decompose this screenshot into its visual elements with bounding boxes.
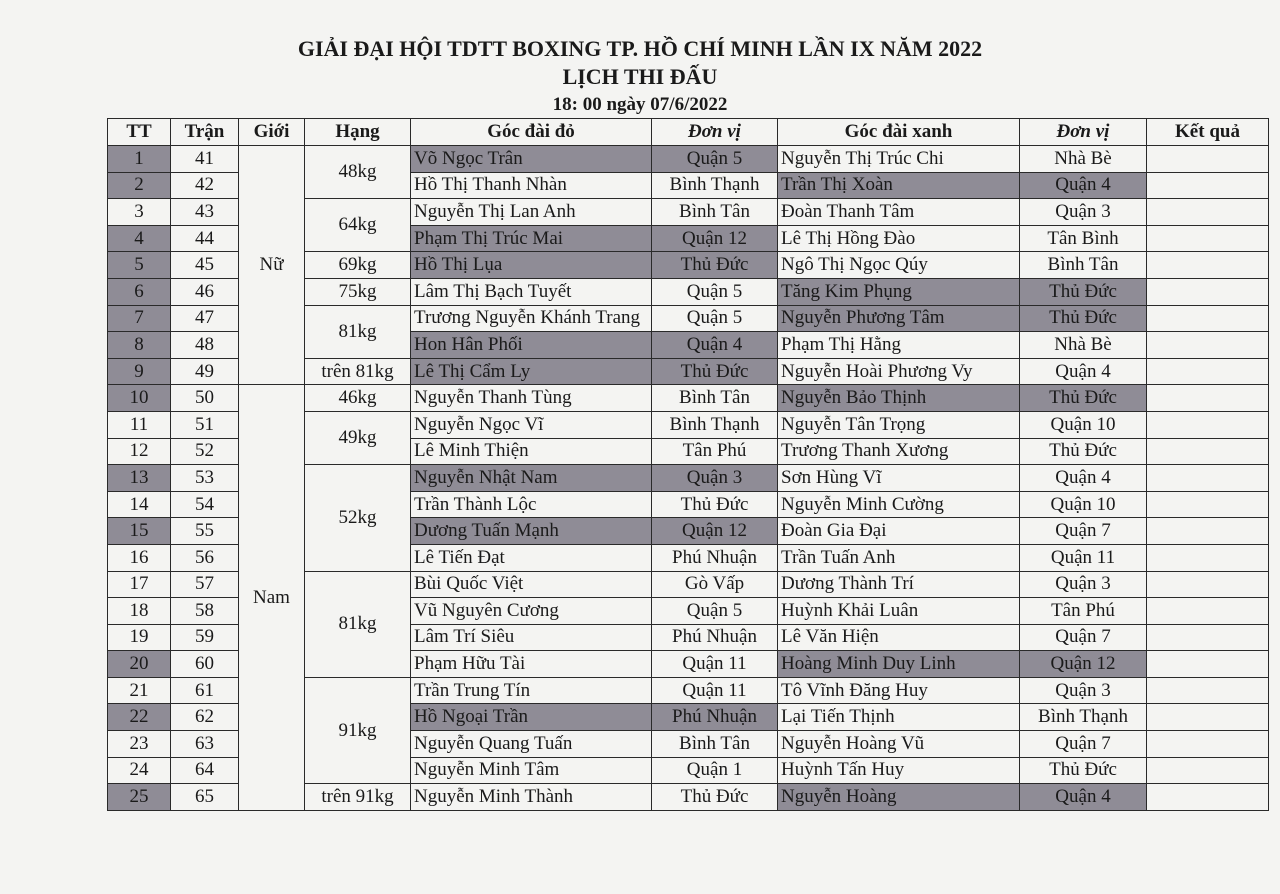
cell-tt: 23 — [108, 731, 171, 758]
cell-match: 53 — [171, 465, 239, 492]
cell-red-unit: Quận 5 — [652, 146, 778, 173]
table-header-row — [108, 119, 1269, 146]
cell-red-corner: Hồ Thị Thanh Nhàn — [411, 172, 652, 199]
cell-match: 46 — [171, 278, 239, 305]
cell-tt: 20 — [108, 651, 171, 678]
cell-blue-unit: Quận 12 — [1020, 651, 1147, 678]
cell-tt: 24 — [108, 757, 171, 784]
cell-blue-unit: Quận 7 — [1020, 731, 1147, 758]
cell-red-corner: Nguyễn Ngọc Vĩ — [411, 411, 652, 438]
cell-result — [1147, 598, 1269, 625]
cell-red-corner: Lê Thị Cẩm Ly — [411, 358, 652, 385]
cell-blue-corner: Nguyễn Hoàng — [778, 784, 1020, 811]
header-blue-corner: Góc đài xanh — [778, 119, 1020, 146]
cell-blue-corner: Tăng Kim Phụng — [778, 278, 1020, 305]
cell-red-unit: Quận 4 — [652, 332, 778, 359]
cell-red-corner: Võ Ngọc Trân — [411, 146, 652, 173]
cell-red-unit: Bình Tân — [652, 199, 778, 226]
cell-red-unit: Phú Nhuận — [652, 624, 778, 651]
cell-red-unit: Quận 5 — [652, 305, 778, 332]
cell-tt: 18 — [108, 598, 171, 625]
schedule-body — [108, 146, 1269, 811]
cell-blue-unit: Quận 3 — [1020, 571, 1147, 598]
header-red-unit: Đơn vị — [652, 119, 778, 146]
cell-match: 59 — [171, 624, 239, 651]
cell-match: 58 — [171, 598, 239, 625]
cell-result — [1147, 411, 1269, 438]
cell-blue-corner: Huỳnh Khải Luân — [778, 598, 1020, 625]
cell-blue-corner: Nguyễn Thị Trúc Chi — [778, 146, 1020, 173]
cell-result — [1147, 252, 1269, 279]
cell-blue-unit: Quận 4 — [1020, 784, 1147, 811]
cell-result — [1147, 571, 1269, 598]
cell-result — [1147, 278, 1269, 305]
cell-red-corner: Vũ Nguyên Cương — [411, 598, 652, 625]
cell-tt: 7 — [108, 305, 171, 332]
cell-result — [1147, 651, 1269, 678]
cell-blue-unit: Tân Bình — [1020, 225, 1147, 252]
header-gioi: Giới — [239, 119, 305, 146]
cell-result — [1147, 731, 1269, 758]
cell-red-unit: Quận 11 — [652, 677, 778, 704]
cell-red-corner: Dương Tuấn Mạnh — [411, 518, 652, 545]
cell-weight-class: 64kg — [305, 199, 411, 252]
cell-red-unit: Quận 5 — [652, 278, 778, 305]
cell-weight-class: 81kg — [305, 571, 411, 677]
cell-red-unit: Quận 11 — [652, 651, 778, 678]
cell-red-unit: Bình Thạnh — [652, 172, 778, 199]
header-result: Kết quả — [1147, 119, 1269, 146]
cell-match: 44 — [171, 225, 239, 252]
cell-blue-corner: Tô Vĩnh Đăng Huy — [778, 677, 1020, 704]
cell-match: 50 — [171, 385, 239, 412]
cell-red-unit: Quận 5 — [652, 598, 778, 625]
cell-blue-corner: Đoàn Thanh Tâm — [778, 199, 1020, 226]
cell-match: 51 — [171, 411, 239, 438]
cell-blue-unit: Quận 10 — [1020, 411, 1147, 438]
cell-weight-class: trên 81kg — [305, 358, 411, 385]
cell-match: 57 — [171, 571, 239, 598]
header-tran: Trận — [171, 119, 239, 146]
cell-result — [1147, 358, 1269, 385]
cell-match: 54 — [171, 491, 239, 518]
cell-result — [1147, 784, 1269, 811]
cell-blue-unit: Bình Thạnh — [1020, 704, 1147, 731]
cell-result — [1147, 305, 1269, 332]
cell-blue-corner: Lại Tiến Thịnh — [778, 704, 1020, 731]
cell-result — [1147, 146, 1269, 173]
cell-match: 55 — [171, 518, 239, 545]
cell-blue-unit: Quận 10 — [1020, 491, 1147, 518]
cell-tt: 12 — [108, 438, 171, 465]
cell-tt: 3 — [108, 199, 171, 226]
cell-tt: 19 — [108, 624, 171, 651]
cell-blue-corner: Nguyễn Phương Tâm — [778, 305, 1020, 332]
cell-result — [1147, 199, 1269, 226]
cell-weight-class: 91kg — [305, 677, 411, 783]
cell-match: 64 — [171, 757, 239, 784]
document-subtitle: LỊCH THI ĐẤU — [562, 64, 718, 89]
document-title: GIẢI ĐẠI HỘI TDTT BOXING TP. HỒ CHÍ MINH LẦN IX NĂM 2022 — [297, 36, 983, 61]
cell-gender: Nam — [239, 385, 305, 811]
cell-red-corner: Nguyễn Minh Thành — [411, 784, 652, 811]
cell-red-unit: Thủ Đức — [652, 358, 778, 385]
cell-blue-corner: Đoàn Gia Đại — [778, 518, 1020, 545]
cell-result — [1147, 518, 1269, 545]
cell-red-unit: Bình Thạnh — [652, 411, 778, 438]
cell-result — [1147, 677, 1269, 704]
cell-red-corner: Bùi Quốc Việt — [411, 571, 652, 598]
cell-red-unit: Gò Vấp — [652, 571, 778, 598]
cell-weight-class: 49kg — [305, 411, 411, 464]
cell-red-unit: Quận 12 — [652, 225, 778, 252]
cell-result — [1147, 624, 1269, 651]
cell-red-corner: Phạm Hữu Tài — [411, 651, 652, 678]
cell-result — [1147, 172, 1269, 199]
cell-tt: 21 — [108, 677, 171, 704]
header-tt: TT — [108, 119, 171, 146]
cell-blue-unit: Quận 7 — [1020, 624, 1147, 651]
cell-gender: Nữ — [239, 146, 305, 385]
cell-red-unit: Thủ Đức — [652, 491, 778, 518]
header-hang: Hạng — [305, 119, 411, 146]
cell-match: 45 — [171, 252, 239, 279]
cell-red-unit: Quận 1 — [652, 757, 778, 784]
cell-match: 63 — [171, 731, 239, 758]
cell-blue-unit: Thủ Đức — [1020, 438, 1147, 465]
cell-match: 49 — [171, 358, 239, 385]
cell-blue-unit: Quận 3 — [1020, 677, 1147, 704]
cell-blue-unit: Thủ Đức — [1020, 757, 1147, 784]
cell-result — [1147, 385, 1269, 412]
cell-blue-unit: Thủ Đức — [1020, 278, 1147, 305]
header-red-corner: Góc đài đỏ — [411, 119, 652, 146]
cell-blue-unit: Quận 11 — [1020, 544, 1147, 571]
cell-match: 41 — [171, 146, 239, 173]
cell-red-unit: Bình Tân — [652, 731, 778, 758]
cell-match: 47 — [171, 305, 239, 332]
cell-match: 61 — [171, 677, 239, 704]
cell-weight-class: 52kg — [305, 465, 411, 571]
cell-tt: 4 — [108, 225, 171, 252]
cell-tt: 13 — [108, 465, 171, 492]
cell-result — [1147, 465, 1269, 492]
cell-result — [1147, 757, 1269, 784]
cell-tt: 5 — [108, 252, 171, 279]
cell-red-corner: Hồ Ngoại Trần — [411, 704, 652, 731]
cell-blue-unit: Bình Tân — [1020, 252, 1147, 279]
cell-weight-class: 69kg — [305, 252, 411, 279]
cell-blue-unit: Nhà Bè — [1020, 332, 1147, 359]
cell-blue-corner: Nguyễn Hoàng Vũ — [778, 731, 1020, 758]
cell-red-corner: Phạm Thị Trúc Mai — [411, 225, 652, 252]
cell-weight-class: trên 91kg — [305, 784, 411, 811]
cell-red-unit: Bình Tân — [652, 385, 778, 412]
cell-blue-corner: Trương Thanh Xương — [778, 438, 1020, 465]
cell-blue-corner: Nguyễn Hoài Phương Vy — [778, 358, 1020, 385]
cell-blue-unit: Thủ Đức — [1020, 305, 1147, 332]
cell-red-unit: Quận 3 — [652, 465, 778, 492]
cell-blue-corner: Hoàng Minh Duy Linh — [778, 651, 1020, 678]
cell-match: 65 — [171, 784, 239, 811]
cell-match: 43 — [171, 199, 239, 226]
cell-blue-unit: Tân Phú — [1020, 598, 1147, 625]
schedule-table — [107, 118, 1269, 811]
cell-red-corner: Lâm Trí Siêu — [411, 624, 652, 651]
cell-match: 60 — [171, 651, 239, 678]
cell-red-corner: Nguyễn Thị Lan Anh — [411, 199, 652, 226]
table-row — [108, 146, 1269, 173]
cell-blue-unit: Quận 4 — [1020, 172, 1147, 199]
cell-tt: 1 — [108, 146, 171, 173]
cell-red-corner: Trương Nguyễn Khánh Trang — [411, 305, 652, 332]
cell-blue-corner: Trần Thị Xoàn — [778, 172, 1020, 199]
cell-red-unit: Quận 12 — [652, 518, 778, 545]
cell-blue-corner: Nguyễn Tân Trọng — [778, 411, 1020, 438]
cell-red-corner: Nguyễn Thanh Tùng — [411, 385, 652, 412]
cell-tt: 25 — [108, 784, 171, 811]
schedule-time: 18: 00 ngày 07/6/2022 — [552, 94, 728, 115]
cell-red-corner: Hon Hân Phối — [411, 332, 652, 359]
cell-red-corner: Nguyễn Quang Tuấn — [411, 731, 652, 758]
cell-blue-corner: Nguyễn Minh Cường — [778, 491, 1020, 518]
cell-blue-corner: Nguyễn Bảo Thịnh — [778, 385, 1020, 412]
cell-blue-corner: Lê Thị Hồng Đào — [778, 225, 1020, 252]
cell-red-corner: Trần Thành Lộc — [411, 491, 652, 518]
cell-red-corner: Trần Trung Tín — [411, 677, 652, 704]
cell-blue-unit: Quận 7 — [1020, 518, 1147, 545]
cell-red-corner: Lâm Thị Bạch Tuyết — [411, 278, 652, 305]
cell-match: 52 — [171, 438, 239, 465]
cell-result — [1147, 704, 1269, 731]
cell-tt: 14 — [108, 491, 171, 518]
cell-red-corner: Lê Minh Thiện — [411, 438, 652, 465]
cell-result — [1147, 491, 1269, 518]
cell-tt: 8 — [108, 332, 171, 359]
cell-blue-corner: Trần Tuấn Anh — [778, 544, 1020, 571]
cell-blue-corner: Lê Văn Hiện — [778, 624, 1020, 651]
cell-blue-unit: Thủ Đức — [1020, 385, 1147, 412]
cell-red-unit: Thủ Đức — [652, 252, 778, 279]
cell-tt: 11 — [108, 411, 171, 438]
cell-red-corner: Lê Tiến Đạt — [411, 544, 652, 571]
cell-weight-class: 81kg — [305, 305, 411, 358]
cell-weight-class: 48kg — [305, 146, 411, 199]
cell-tt: 22 — [108, 704, 171, 731]
cell-tt: 16 — [108, 544, 171, 571]
header-blue-unit: Đơn vị — [1020, 119, 1147, 146]
cell-red-unit: Tân Phú — [652, 438, 778, 465]
cell-blue-corner: Sơn Hùng Vĩ — [778, 465, 1020, 492]
cell-blue-unit: Quận 4 — [1020, 465, 1147, 492]
table-row — [108, 385, 1269, 412]
cell-blue-unit: Quận 3 — [1020, 199, 1147, 226]
cell-tt: 9 — [108, 358, 171, 385]
cell-weight-class: 75kg — [305, 278, 411, 305]
cell-red-unit: Phú Nhuận — [652, 704, 778, 731]
cell-red-corner: Nguyễn Nhật Nam — [411, 465, 652, 492]
cell-blue-corner: Ngô Thị Ngọc Qúy — [778, 252, 1020, 279]
cell-red-unit: Phú Nhuận — [652, 544, 778, 571]
cell-blue-corner: Phạm Thị Hằng — [778, 332, 1020, 359]
cell-match: 42 — [171, 172, 239, 199]
cell-tt: 17 — [108, 571, 171, 598]
cell-tt: 10 — [108, 385, 171, 412]
cell-red-corner: Nguyễn Minh Tâm — [411, 757, 652, 784]
cell-tt: 6 — [108, 278, 171, 305]
cell-tt: 15 — [108, 518, 171, 545]
cell-result — [1147, 332, 1269, 359]
cell-blue-corner: Huỳnh Tấn Huy — [778, 757, 1020, 784]
cell-red-unit: Thủ Đức — [652, 784, 778, 811]
cell-weight-class: 46kg — [305, 385, 411, 412]
cell-blue-unit: Nhà Bè — [1020, 146, 1147, 173]
cell-result — [1147, 544, 1269, 571]
cell-match: 56 — [171, 544, 239, 571]
cell-match: 48 — [171, 332, 239, 359]
cell-blue-corner: Dương Thành Trí — [778, 571, 1020, 598]
cell-match: 62 — [171, 704, 239, 731]
cell-blue-unit: Quận 4 — [1020, 358, 1147, 385]
cell-result — [1147, 438, 1269, 465]
cell-tt: 2 — [108, 172, 171, 199]
cell-result — [1147, 225, 1269, 252]
cell-red-corner: Hồ Thị Lụa — [411, 252, 652, 279]
